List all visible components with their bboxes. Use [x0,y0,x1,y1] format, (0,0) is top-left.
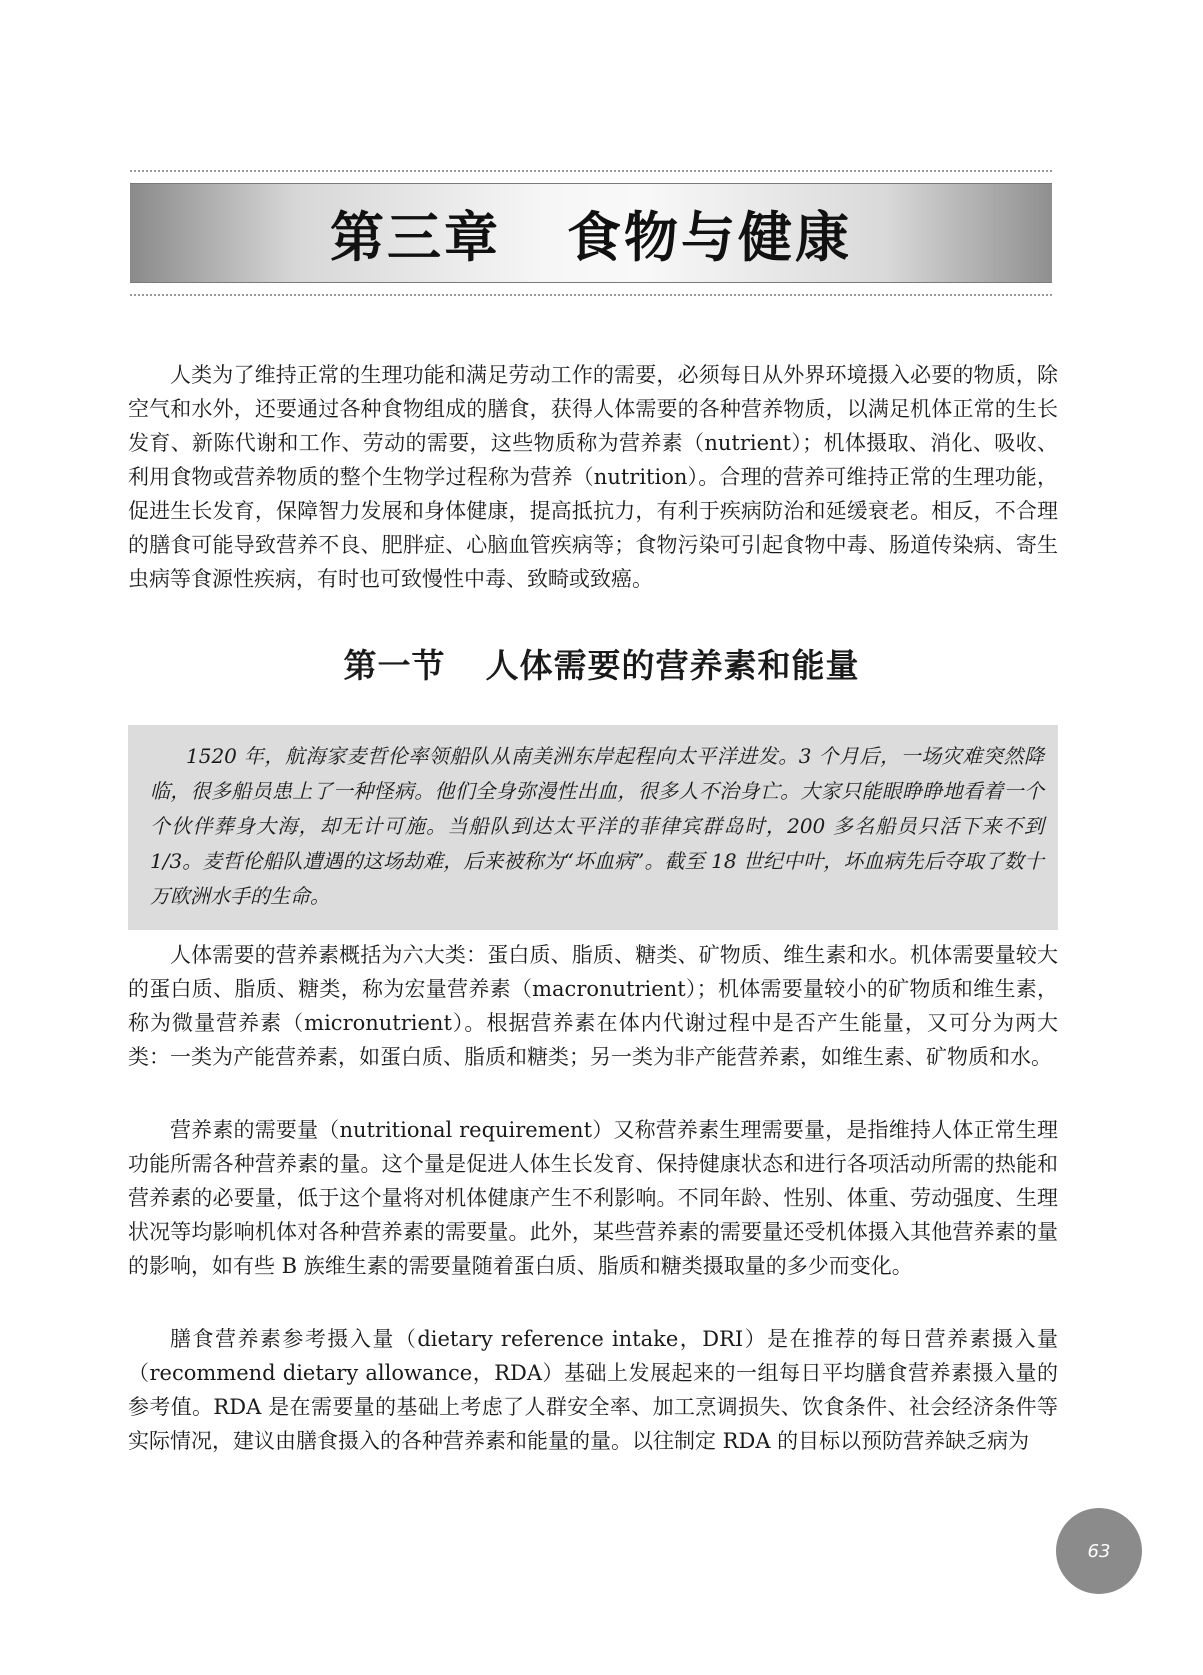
page-number: 63 [1056,1508,1142,1594]
chapter-banner [130,183,1052,283]
banner-dotted-line-top [130,170,1052,172]
intro-paragraph: 人类为了维持正常的生理功能和满足劳动工作的需要，必须每日从外界环境摄入必要的物质，除空气和水外，还要通过各种食物组成的膳食，获得人体需要的各种营养物质，以满足机体正常的生长发育、新陈代谢和工作、劳动的需要，这些物质称为营养素（nutrient）；机体摄取、消化、吸收、利用食物或营养物质的整个生物学过程称为营养（nutrition）。合理的营养可维持正常的生理功能，促进生长发育，保障智力发展和身体健康，提高抵抗力，有利于疾病防治和延缓衰老。相反，不合理的膳食可能导致营养不良、肥胖症、心脑血管疾病等；食物污染可引起食物中毒、肠道传染病、寄生虫病等食源性疾病，有时也可致慢性中毒、致畸或致癌。 [128,363,1058,591]
chapter-number: 第三章 [330,205,501,269]
body-paragraph-1: 人体需要的营养素概括为六大类：蛋白质、脂质、糖类、矿物质、维生素和水。机体需要量较大的蛋白质、脂质、糖类，称为宏量营养素（macronutrient）；机体需要量较小的矿物质和维生素，称为微量营养素（micronutrient）。根据营养素在体内代谢过程中是否产生能量，又可分为两大类：一类为产能营养素，如蛋白质、脂质和糖类；另一类为非产能营养素，如维生素、矿物质和水。 [128,943,1058,1069]
body-paragraph-2: 营养素的需要量（nutritional requirement）又称营养素生理需要量，是指维持人体正常生理功能所需各种营养素的量。这个量是促进人体生长发育、保持健康状态和进行各项活动所需的热能和营养素的必要量，低于这个量将对机体健康产生不利影响。不同年龄、性别、体重、劳动强度、生理状况等均影响机体对各种营养素的需要量。此外，某些营养素的需要量还受机体摄入其他营养素的量的影响，如有些 B 族维生素的需要量随着蛋白质、脂质和糖类摄取量的多少而变化。 [128,1118,1058,1278]
banner-dotted-line-bottom [130,294,1052,296]
section-number: 第一节 [343,646,446,685]
section-heading [0,640,1203,687]
body-paragraph-3: 膳食营养素参考摄入量（dietary reference intake，DRI）是在推荐的每日营养素摄入量（recommend dietary allowance，RDA）基础上发展起来的一组每日平均膳食营养素摄入量的参考值。RDA 是在需要量的基础上考虑了人群安全率、加工烹调损失、饮食条件、社会经济条件等实际情况，建议由膳食摄入的各种营养素和能量的量。以往制定 RDA 的目标以预防营养缺乏病为 [128,1327,1058,1453]
story-text: 1520 年，航海家麦哲伦率领船队从南美洲东岸起程向太平洋进发。3 个月后，一场灾难突然降临，很多船员患上了一种怪病。他们全身弥漫性出血，很多人不治身亡。大家只能眼睁睁地看着一个个伙伴葬身大海，却无计可施。当船队到达太平洋的菲律宾群岛时，200 多名船员只活下来不到 1/3。麦哲伦船队遭遇的这场劫难，后来被称为“坏血病”。截至 18 世纪中叶，坏血病先后夺取了数十万欧洲水手的生命。 [150,744,1044,908]
chapter-title [130,184,1052,282]
story-box [128,725,1058,930]
section-name: 人体需要的营养素和能量 [485,646,860,685]
chapter-name: 食物与健康 [567,205,852,269]
